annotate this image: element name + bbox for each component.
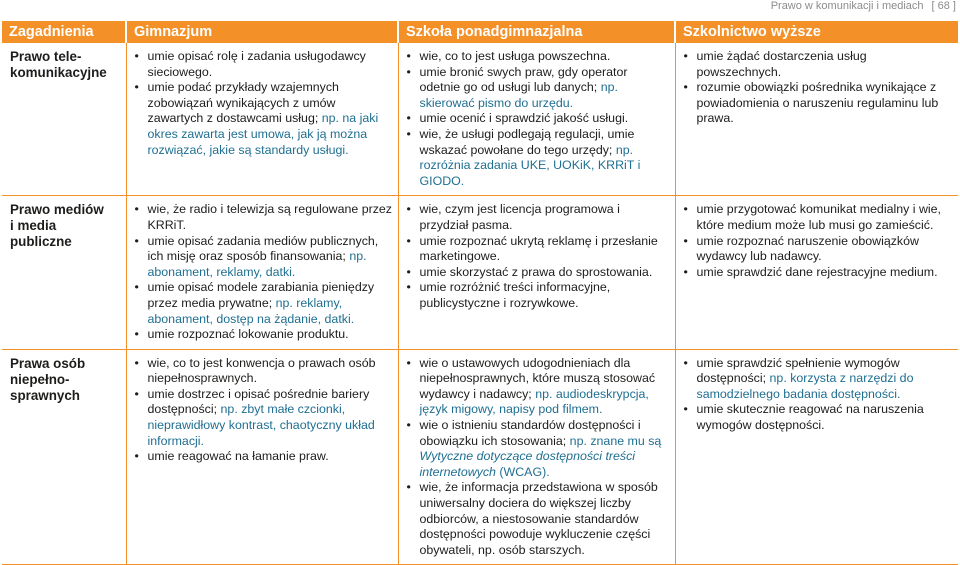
list-item [135, 234, 394, 281]
item-text: umie rozpoznać ukrytą reklamę i przesłanie marketingowe. [419, 233, 658, 264]
item-text: umie żądać dostarczenia usług powszechnych. [696, 49, 867, 79]
page-number: [ 68 ] [931, 0, 956, 12]
content-cell [126, 43, 398, 196]
item-text: wie o ustawowych udogodnieniach dla niepełnosprawnych, które muszą stosować wydawcy i nadawcy; [419, 355, 656, 401]
example-tail: (WCAG). [499, 464, 550, 479]
list-item [135, 356, 394, 387]
example-lead: np. zbyt małe czcionki, nieprawidłowy kontrast, chaotyczny układ informacji. [147, 402, 375, 448]
list-item [407, 111, 671, 127]
bullet-list [684, 202, 955, 280]
list-item [407, 356, 671, 418]
curriculum-table [2, 21, 958, 565]
example-lead: np. audiodeskrypcja, język migowy, napisy pod filmem. [419, 386, 649, 417]
list-item [407, 265, 671, 281]
list-item [684, 49, 955, 80]
content-cell [675, 349, 958, 565]
list-item [135, 387, 394, 449]
item-text: umie bronić swych praw, gdy operator odetnie go od usługi lub danych; [419, 64, 628, 95]
table-row [2, 349, 958, 565]
example-lead: np. korzysta z narzędzi do samodzielnego badania dostępności. [696, 371, 914, 401]
item-text: umie opisać rolę i zadania usługodawcy sieciowego. [147, 49, 366, 79]
item-text: umie skorzystać z prawa do sprostowania. [419, 264, 653, 279]
example-lead: np. na jaki okres zawarta jest umowa, jak ją można rozwiązać, jakie są standardy usługi. [147, 111, 379, 157]
item-text: wie, czym jest licencja programowa i przydział pasma. [419, 202, 620, 232]
item-text: wie, co to jest konwencja o prawach osób niepełnosprawnych. [147, 355, 376, 386]
list-item [135, 49, 394, 80]
item-text: umie reagować na łamanie praw. [147, 449, 329, 464]
bullet-list [135, 49, 394, 158]
item-text: umie sprawdzić dane rejestracyjne medium. [696, 264, 938, 279]
item-text: umie rozpoznać naruszenie obowiązków wydawcy lub nadawcy. [696, 233, 919, 264]
item-text: umie skutecznie reagować na naruszenia wymogów dostępności. [696, 402, 924, 433]
content-cell [398, 43, 675, 196]
example-lead: np. reklamy, abonament, dostęp na żądanie, datki. [147, 295, 355, 326]
item-text: umie ocenić i sprawdzić jakość usługi. [419, 111, 629, 126]
list-item [684, 356, 955, 403]
content-cell [675, 43, 958, 196]
bullet-list [407, 49, 671, 189]
header-row [2, 21, 958, 43]
list-item [407, 127, 671, 189]
item-text: umie rozróżnić treści informacyjne, publicystyczne i rozrywkowe. [419, 280, 611, 310]
bullet-list [407, 202, 671, 311]
item-text: wie, co to jest usługa powszechna. [419, 49, 611, 63]
item-text: umie opisać zadania mediów publicznych, ich misję oraz sposób finansowania; [147, 233, 379, 264]
item-text: wie, że informacja przedstawiona w sposób uniwersalny dociera do większej liczby odbiorców, a niestosowanie standardów dostępności powoduje wykluczenie części obywateli, np. osób starszych. [419, 480, 658, 557]
table-row [2, 196, 958, 349]
list-item [135, 327, 394, 343]
bullet-list [407, 356, 671, 559]
list-item [407, 234, 671, 265]
example-title: Wytyczne dotyczące dostępności treści internetowych [419, 449, 636, 479]
list-item [684, 80, 955, 127]
column-header-secondary: Szkoła ponadgimnazjalna [398, 21, 675, 43]
list-item [135, 202, 394, 233]
bullet-list [684, 49, 955, 127]
list-item [407, 480, 671, 558]
list-item [684, 265, 955, 281]
list-item [407, 202, 671, 233]
list-item [407, 65, 671, 112]
bullet-list [135, 202, 394, 342]
example-lead: np. skierować pismo do urzędu. [419, 80, 618, 110]
column-header-topics: Zagadnienia [2, 21, 126, 43]
column-header-gimnazjum: Gimnazjum [126, 21, 398, 43]
item-text: wie o istnieniu standardów dostępności i obowiązku ich stosowania; [419, 418, 641, 448]
item-text: umie dostrzec i opisać pośrednie bariery dostępności; [147, 386, 370, 417]
table-body [2, 43, 958, 565]
content-cell [126, 196, 398, 349]
table-header [2, 21, 958, 43]
content-cell [398, 349, 675, 565]
topic-cell: Prawo tele- komunikacyjne [2, 43, 126, 196]
list-item [135, 280, 394, 327]
content-cell [126, 349, 398, 565]
running-head [771, 0, 956, 14]
list-item [407, 49, 671, 65]
bullet-list [135, 356, 394, 465]
column-header-higher: Szkolnictwo wyższe [675, 21, 958, 43]
list-item [407, 418, 671, 480]
list-item [684, 402, 955, 433]
running-head-title: Prawo w komunikacji i mediach [770, 0, 924, 12]
list-item [684, 202, 955, 233]
example-lead: np. abonament, reklamy, datki. [147, 249, 367, 279]
topic-cell: Prawa osób niepełno- sprawnych [2, 349, 126, 565]
list-item [407, 280, 671, 311]
example-lead: np. rozróżnia zadania UKE, UOKiK, KRRiT i GIODO. [419, 142, 641, 188]
list-item [684, 234, 955, 265]
content-cell [398, 196, 675, 349]
topic-cell: Prawo mediów i media publiczne [2, 196, 126, 349]
item-text: wie, że usługi podlegają regulacji, umie wskazać powołane do tego urzędy; [419, 126, 635, 157]
item-text: wie, że radio i telewizja są regulowane przez KRRiT. [147, 202, 392, 232]
content-cell [675, 196, 958, 349]
list-item [135, 80, 394, 158]
item-text: umie podać przykłady wzajemnych zobowiązań wynikających z umów zawartych z dostawcami usług; [147, 80, 339, 126]
list-item [135, 449, 394, 465]
item-text: umie przygotować komunikat medialny i wie, które medium może lub musi go zamieścić. [696, 202, 941, 232]
item-text: umie rozpoznać lokowanie produktu. [147, 327, 349, 342]
item-text: umie opisać modele zarabiania pieniędzy przez media prywatne; [147, 280, 375, 310]
item-text: umie sprawdzić spełnienie wymogów dostępności; [696, 355, 900, 386]
bullet-list [684, 356, 955, 434]
table-row [2, 43, 958, 196]
item-text: rozumie obowiązki pośrednika wynikające z powiadomienia o naruszeniu regulaminu lub prawa. [696, 80, 939, 126]
example-lead: np. znane mu są [569, 433, 662, 448]
